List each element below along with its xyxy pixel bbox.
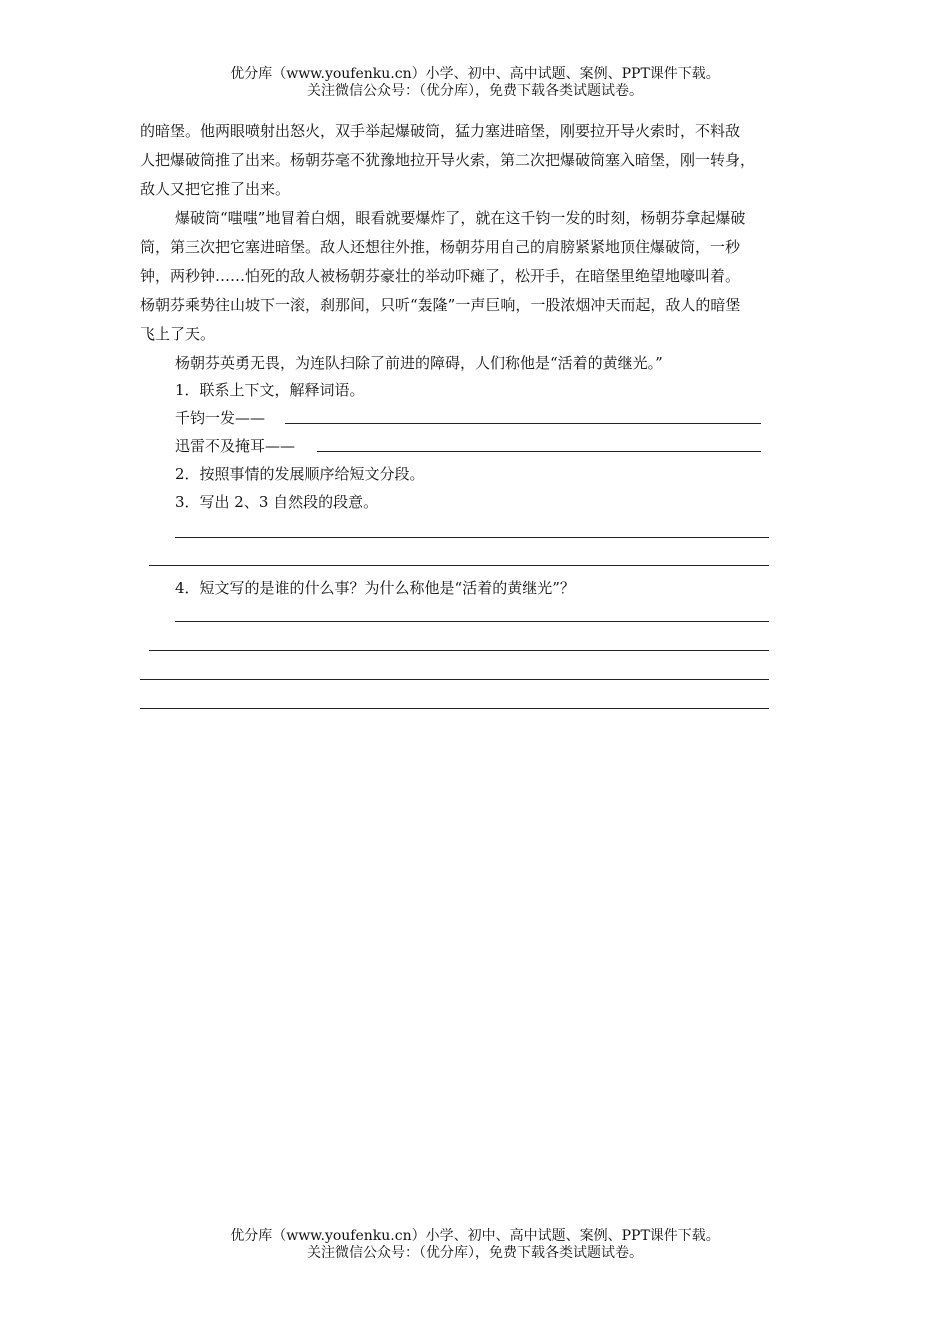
question-3: 3．写出 2、3 自然段的段意。 <box>175 493 379 511</box>
passage-line: 筒，第三次把它塞进暗堡。敌人还想往外推，杨朝芬用自己的肩膀紧紧地顶住爆破筒，一秒 <box>140 238 741 256</box>
passage-line: 敌人又把它推了出来。 <box>140 180 291 198</box>
answer-line-3b[interactable] <box>149 565 769 566</box>
passage-line: 的暗堡。他两眼喷射出怒火，双手举起爆破筒，猛力塞进暗堡，刚要拉开导火索时，不料敌 <box>140 122 741 140</box>
answer-line-4c[interactable] <box>140 679 769 680</box>
page-header <box>0 66 950 100</box>
footer-line-2: 关注微信公众号：（优分库），免费下载各类试题试卷。 <box>307 1245 643 1261</box>
page-footer <box>0 1228 950 1262</box>
question-1: 1．联系上下文，解释词语。 <box>175 381 365 399</box>
answer-line-1a[interactable] <box>285 423 761 424</box>
header-line-1: 优分库（www.youfenku.cn）小学、初中、高中试题、案例、PPT课件下载。 <box>230 66 720 82</box>
answer-line-4a[interactable] <box>175 621 769 622</box>
question-1-term-a: 千钧一发—— <box>175 409 266 427</box>
passage-line: 飞上了天。 <box>140 325 216 343</box>
question-4: 4．短文写的是谁的什么事？为什么称他是“活着的黄继光”？ <box>175 579 575 597</box>
passage-line: 钟，两秒钟……怕死的敌人被杨朝芬豪壮的举动吓瘫了，松开手，在暗堡里绝望地嚎叫着。 <box>140 267 741 285</box>
footer-line-1: 优分库（www.youfenku.cn）小学、初中、高中试题、案例、PPT课件下载。 <box>230 1228 720 1244</box>
answer-line-4b[interactable] <box>149 650 769 651</box>
passage-line: 杨朝芬乘势往山坡下一滚，刹那间，只听“轰隆”一声巨响，一股浓烟冲天而起，敌人的暗堡 <box>140 296 741 314</box>
question-2: 2．按照事情的发展顺序给短文分段。 <box>175 465 425 483</box>
passage-line: 人把爆破筒推了出来。杨朝芬毫不犹豫地拉开导火索，第二次把爆破筒塞入暗堡，刚一转身， <box>140 151 756 169</box>
question-1-term-b: 迅雷不及掩耳—— <box>175 437 296 455</box>
answer-line-1b[interactable] <box>317 451 761 452</box>
passage-line: 爆破筒“嗤嗤”地冒着白烟，眼看就要爆炸了，就在这千钧一发的时刻，杨朝芬拿起爆破 <box>175 209 746 227</box>
header-line-2: 关注微信公众号：（优分库），免费下载各类试题试卷。 <box>307 83 643 99</box>
answer-line-4d[interactable] <box>140 708 769 709</box>
passage-line: 杨朝芬英勇无畏，为连队扫除了前进的障碍，人们称他是“活着的黄继光。” <box>175 354 663 372</box>
answer-line-3a[interactable] <box>175 537 769 538</box>
